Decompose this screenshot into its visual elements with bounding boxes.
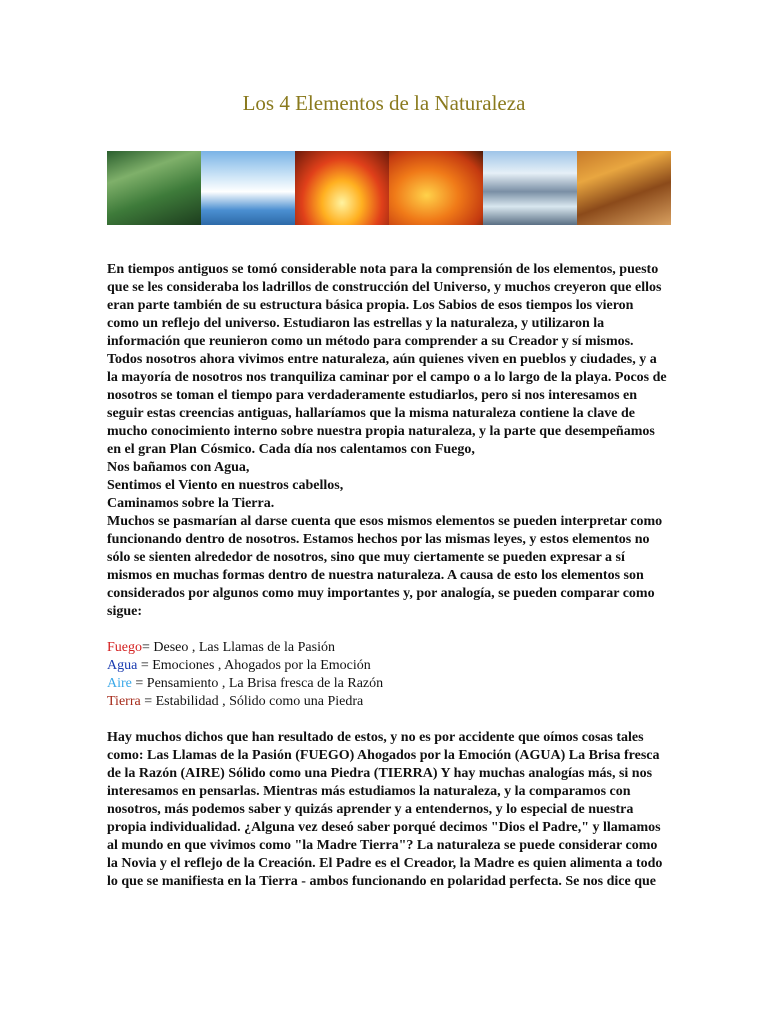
element-fuego: [107, 639, 667, 657]
element-tierra: [107, 693, 667, 711]
banner-forest-panel: [107, 151, 201, 225]
banner-earth-panel: [577, 151, 671, 225]
element-agua: [107, 657, 667, 675]
spacer: [107, 711, 667, 729]
element-desc: = Deseo , Las Llamas de la Pasión: [142, 640, 335, 655]
element-name: Agua: [107, 658, 138, 673]
banner-fire-panel: [295, 151, 389, 225]
paragraph-2: Muchos se pasmarían al darse cuenta que esos mismos elementos se pueden interpretar como funcionando dentro de nosotros. Estamos hechos por las mismas leyes, y estos elementos no sólo se sienten alrededor de nosotros, sino que muy ciertamente se pueden expresar a sí mismos en muchas formas dentro de nuestra naturaleza. A causa de esto los elementos son considerados por algunos como muy importantes y, por analogía, se pueden comparar como sigue:: [107, 514, 663, 619]
element-name: Tierra: [107, 694, 141, 709]
document-body: [107, 261, 667, 891]
element-name: Fuego: [107, 640, 142, 655]
banner-air-panel: [483, 151, 577, 225]
element-name: Aire: [107, 676, 132, 691]
line-tierra: Caminamos sobre la Tierra.: [107, 496, 275, 511]
line-viento: Sentimos el Viento en nuestros cabellos,: [107, 478, 344, 493]
page-title: Los 4 Elementos de la Naturaleza: [242, 91, 526, 115]
line-agua: Nos bañamos con Agua,: [107, 460, 250, 475]
paragraph-3: Hay muchos dichos que han resultado de estos, y no es por accidente que oímos cosas tales como: Las Llamas de la Pasión (FUEGO) Ahogados por la Emoción (AGUA) La Brisa fresca de la Razón (AIRE) Sólido como una Piedra (TIERRA) Y hay muchas analogías más, si nos interesamos en pensarlas. Mientras más estudiamos la naturaleza, y la comparamos con nosotros, más podemos saber y quizás aprender y a entendernos, y lo especial de nuestra propia individualidad. ¿Alguna vez deseó saber porqué decimos "Dios el Padre," y llamamos al mundo en que vivimos como "la Madre Tierra"? La naturaleza se puede considerar como la Novia y el reflejo de la Creación. El Padre es el Creador, la Madre es quien alimenta a todo lo que se manifiesta en la Tierra - ambos funcionando en polaridad perfecta. Se nos dice que: [107, 730, 663, 889]
element-desc: = Emociones , Ahogados por la Emoción: [137, 658, 371, 673]
spacer: [107, 621, 667, 639]
element-desc: = Estabilidad , Sólido como una Piedra: [140, 694, 364, 709]
elements-banner-image: [107, 151, 671, 225]
element-aire: [107, 675, 667, 693]
banner-flame-panel: [389, 151, 483, 225]
paragraph-1: En tiempos antiguos se tomó considerable nota para la comprensión de los elementos, puesto que se les consideraba los ladrillos de construcción del Universo, y muchos creyeron que ellos eran parte también de su estructura básica propia. Los Sabios de esos tiempos los vieron como un reflejo del universo. Estudiaron las estrellas y la naturaleza, y utilizaron la información que reunieron como un método para comprender a su Creador y sí mismos. Todos nosotros ahora vivimos entre naturaleza, aún quienes viven en pueblos y ciudades, y a la mayoría de nosotros nos tranquiliza caminar por el campo o a lo largo de la playa. Pocos de nosotros se toman el tiempo para verdaderamente estudiarlos, pero si nos interesamos en seguir estas creencias antiguas, hallaríamos que la misma naturaleza contiene la clave de mucho conocimiento interno sobre nuestra propia naturaleza, y la parte que desempeñamos en el gran Plan Cósmico. Cada día nos calentamos con Fuego,: [107, 262, 667, 457]
element-desc: = Pensamiento , La Brisa fresca de la Razón: [131, 676, 384, 691]
banner-water-panel: [201, 151, 295, 225]
